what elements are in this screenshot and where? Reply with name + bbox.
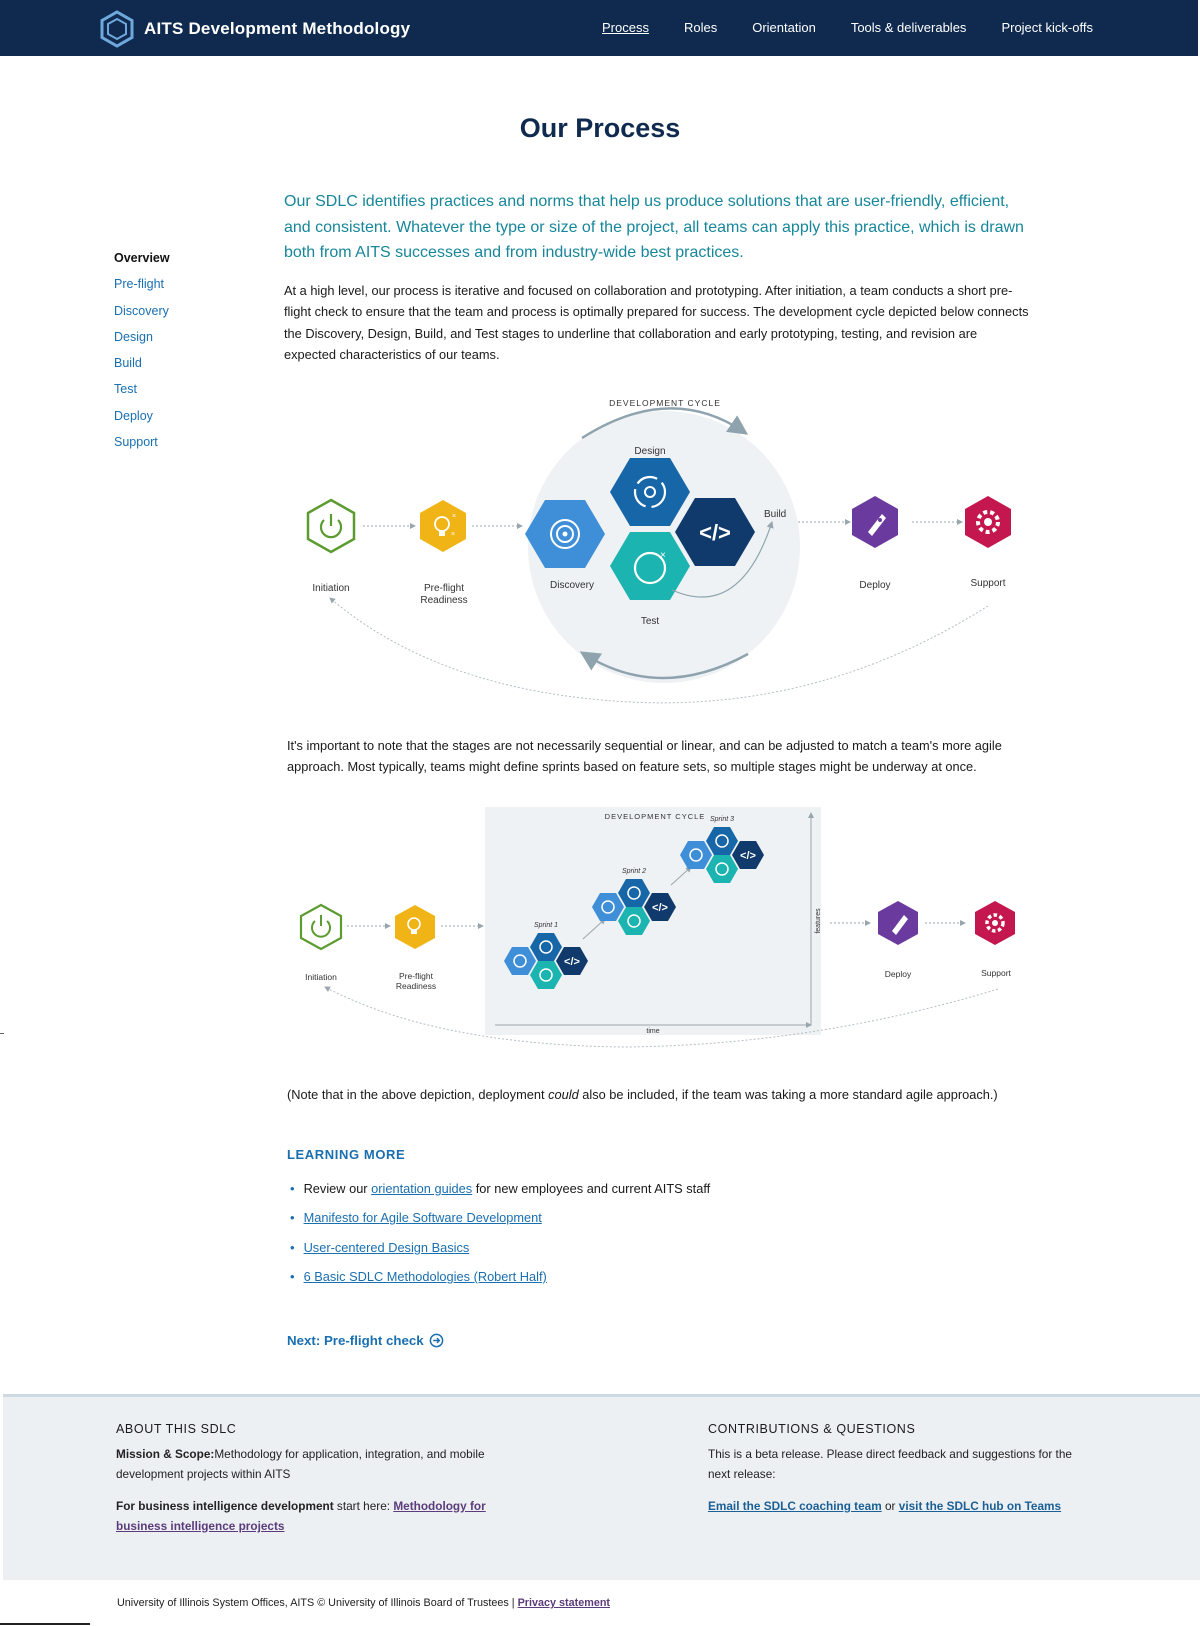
sprint-2-label: Sprint 2 <box>621 868 647 875</box>
sprint-preflight-icon <box>395 905 435 949</box>
sidenav-deploy[interactable]: Deploy <box>114 408 153 423</box>
sprint-cycle-label: DEVELOPMENT CYCLE <box>604 812 706 821</box>
svg-text:</>: </> <box>740 850 756 862</box>
item-text: for new employees and current AITS staff <box>472 1181 711 1196</box>
main-nav <box>602 20 1128 35</box>
brand[interactable] <box>100 10 410 48</box>
svg-text:×: × <box>452 513 457 520</box>
sprint-1-label: Sprint 1 <box>533 922 559 929</box>
sidenav-discovery[interactable]: Discovery <box>114 303 169 318</box>
discovery-label: Discovery <box>550 580 594 591</box>
or-text: or <box>881 1499 899 1513</box>
sprint-3-label: Sprint 3 <box>709 816 735 823</box>
side-nav <box>114 245 170 455</box>
bi-text <box>116 1497 496 1536</box>
nav-project-kickoffs[interactable]: Project kick-offs <box>1001 20 1093 35</box>
sprint-preflight-label-2: Readiness <box>395 981 437 991</box>
copyright-text: University of Illinois System Offices, AITS © University of Illinois Board of Trustees | <box>117 1597 518 1609</box>
sidenav-preflight[interactable]: Pre-flight <box>114 277 165 292</box>
list-item <box>290 1262 710 1291</box>
test-label: Test <box>640 616 660 627</box>
initiation-label: Initiation <box>312 583 350 594</box>
sprint-deploy-label: Deploy <box>884 969 912 979</box>
svg-text:</>: </> <box>699 520 731 545</box>
deploy-icon <box>852 496 898 548</box>
support-label: Support <box>970 578 1006 589</box>
time-axis-label: time <box>646 1028 660 1035</box>
privacy-link[interactable]: Privacy statement <box>517 1597 611 1609</box>
design-label: Design <box>634 446 666 457</box>
preflight-icon <box>420 500 466 552</box>
intro-paragraph: At a high level, our process is iterative and focused on collaboration and prototyping. After initiation, a team conducts a short pre-flight check to ensure that the team and process is optimally prepared for success. The development cycle depicted below connects the Discovery, Design, Build, and Test stages to underline that collaboration and early prototyping, testing, and revision are expected characteristics of our teams. <box>284 283 1029 362</box>
next-page-link[interactable] <box>287 1333 444 1348</box>
svg-text:×: × <box>451 531 456 538</box>
nav-roles[interactable]: Roles <box>683 20 718 35</box>
lede-paragraph: Our SDLC identifies practices and norms that help us produce solutions that are user-friendly, efficient, and consistent. Whatever the type or size of the project, all teams can apply this practice, which is drawn both from AITS successes and from industry-wide best practices. <box>284 193 1024 261</box>
features-axis-label: features <box>815 908 822 934</box>
edge-mark <box>0 1033 4 1034</box>
note-emphasis: could <box>548 1087 579 1102</box>
sidenav-test[interactable]: Test <box>114 382 137 397</box>
svg-text:</>: </> <box>652 902 668 914</box>
top-navbar <box>0 0 1198 56</box>
agile-manifesto-link[interactable]: • Manifesto for Agile Software Development <box>303 1210 542 1226</box>
bottom-rule <box>0 1623 90 1625</box>
page-title: Our Process <box>519 113 681 143</box>
brand-title: AITS Development Methodology <box>144 19 411 38</box>
build-label: Build <box>764 509 787 520</box>
stages-paragraph: It's important to note that the stages are not necessarily sequential or linear, and can be adjusted to match a team's more agile approach. Most typically, teams might define sprints based on feature sets, so multiple stages might be underway at once. <box>287 738 1002 775</box>
footer <box>3 1394 1200 1580</box>
learning-more-heading: LEARNING MORE <box>287 1147 406 1162</box>
contrib-heading: CONTRIBUTIONS & QUESTIONS <box>708 1422 916 1436</box>
svg-text:×: × <box>660 550 666 561</box>
list-item <box>290 1174 710 1203</box>
svg-text:</>: </> <box>564 956 580 968</box>
email-coaching-link[interactable]: Email the SDLC coaching team <box>708 1499 882 1513</box>
item-text: Review our <box>303 1181 372 1196</box>
note-text-1: (Note that in the above depiction, deployment <box>287 1087 549 1102</box>
ucd-basics-link[interactable]: • User-centered Design Basics <box>303 1239 470 1255</box>
sidenav-support[interactable]: Support <box>114 435 158 450</box>
nav-tools-deliverables[interactable]: Tools & deliverables <box>850 20 967 35</box>
sprint-deploy-icon <box>878 901 918 945</box>
arrow-circle-right-icon <box>429 1333 444 1348</box>
preflight-label-2: Readiness <box>420 595 468 606</box>
deployment-note <box>287 1084 1047 1105</box>
preflight-label-1: Pre-flight <box>423 583 465 594</box>
orientation-guides-link[interactable]: orientation guides <box>371 1181 473 1196</box>
deploy-label: Deploy <box>859 580 891 591</box>
list-item <box>290 1203 710 1232</box>
support-icon <box>965 496 1011 548</box>
mission-body: Methodology for application, integration, and mobile development projects within AITS <box>116 1447 485 1481</box>
nav-process[interactable]: Process <box>602 20 649 35</box>
sidenav-build[interactable]: Build <box>114 356 142 371</box>
list-item <box>290 1233 710 1262</box>
about-heading: ABOUT THIS SDLC <box>116 1422 237 1436</box>
cycle-label: DEVELOPMENT CYCLE <box>609 398 721 408</box>
copyright-bar <box>117 1597 610 1609</box>
next-label: Next: Pre-flight check <box>287 1333 424 1348</box>
initiation-icon <box>308 500 354 552</box>
sprint-preflight-label-1: Pre-flight <box>398 971 434 981</box>
sidenav-overview[interactable]: Overview <box>114 251 170 265</box>
bi-body: start here: <box>333 1499 394 1513</box>
development-cycle-diagram <box>300 392 1030 724</box>
sidenav-design[interactable]: Design <box>114 329 153 344</box>
contrib-text: This is a beta release. Please direct feedback and suggestions for the next release: <box>708 1447 1072 1481</box>
sprint-initiation-label: Initiation <box>305 972 337 982</box>
bi-methodology-link[interactable]: Methodology for business intelligence projects <box>116 1499 486 1533</box>
mission-label: Mission & Scope: <box>116 1447 215 1461</box>
sprint-cycle-diagram <box>295 805 1035 1055</box>
learning-links <box>290 1174 710 1292</box>
hexagon-logo-icon <box>100 10 134 48</box>
bi-label: For business intelligence development <box>116 1499 334 1513</box>
mission-text <box>116 1445 496 1484</box>
sprint-initiation-icon <box>301 905 341 949</box>
sprint-support-icon <box>975 901 1015 945</box>
teams-hub-link[interactable]: visit the SDLC hub on Teams <box>898 1499 1062 1513</box>
nav-orientation[interactable]: Orientation <box>752 20 816 35</box>
note-text-2: also be included, if the team was taking a more standard agile approach.) <box>578 1087 998 1102</box>
sdlc-methodologies-link[interactable]: • 6 Basic SDLC Methodologies (Robert Half) <box>303 1269 547 1285</box>
sprint-support-label: Support <box>981 968 1011 978</box>
contrib-links <box>708 1497 1108 1517</box>
